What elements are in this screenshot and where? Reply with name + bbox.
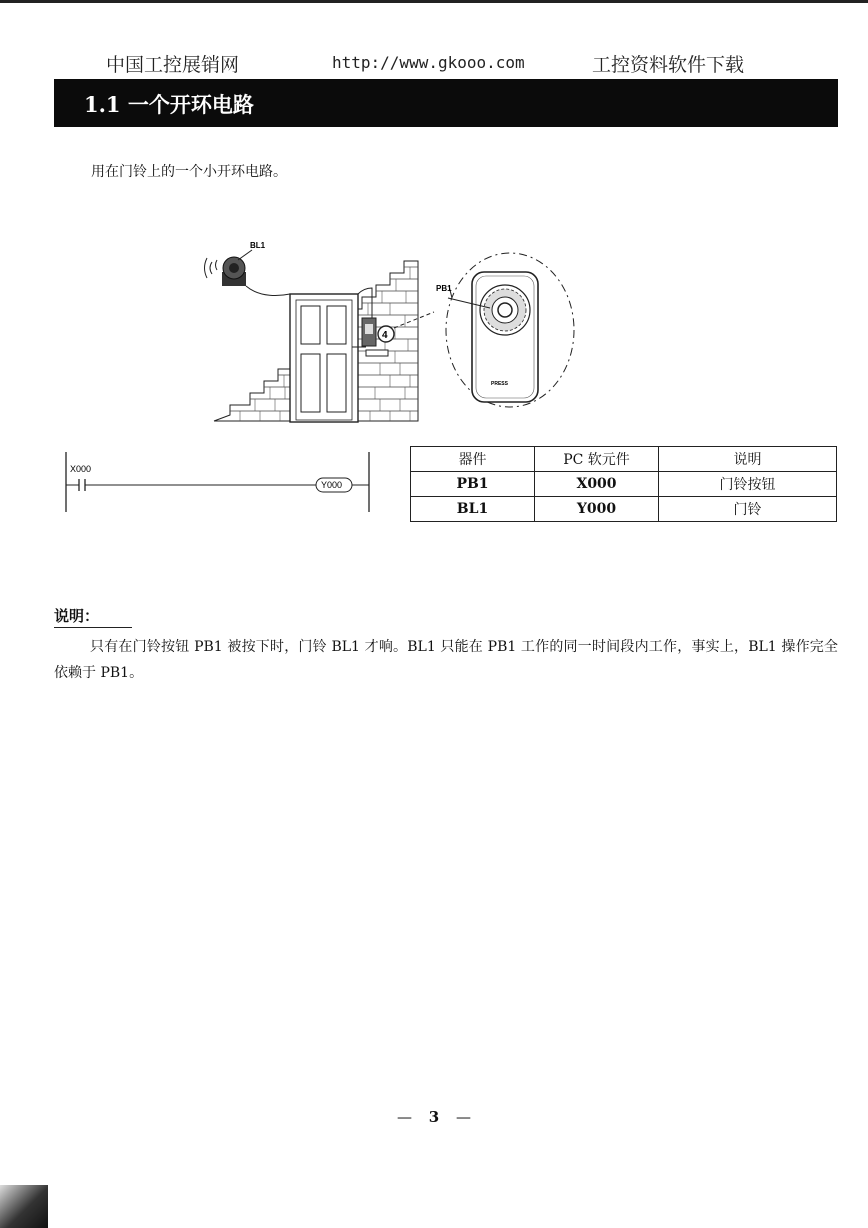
table-cell: 门铃 [659, 497, 837, 522]
section-title-bar [54, 79, 838, 127]
page-dash-right: — [456, 1108, 471, 1126]
top-rule [0, 0, 868, 3]
table-row [411, 472, 837, 497]
press-label: PRESS [491, 381, 508, 387]
io-assignment-table [410, 446, 837, 522]
table-header-row [411, 447, 837, 472]
page-footer [0, 1108, 868, 1126]
coil-symbol [316, 478, 352, 492]
page-dash-left: — [397, 1108, 412, 1126]
section-title: 1.1 一个开环电路 [84, 92, 254, 117]
table-header: 器件 [411, 447, 535, 472]
doorbell-illustration [190, 228, 590, 428]
svg-text:4: 4 [382, 330, 388, 341]
scan-artifact [0, 1185, 48, 1228]
push-button-detail [472, 272, 538, 402]
page-number: 3 [428, 1108, 440, 1126]
header-url: http://www.gkooo.com [332, 53, 525, 72]
running-header [0, 50, 868, 76]
contact-label: X000 [70, 464, 92, 474]
table-header: PC 软元件 [535, 447, 659, 472]
coil-label: Y000 [321, 480, 343, 490]
table-cell: PB1 [411, 472, 535, 497]
table-cell: BL1 [411, 497, 535, 522]
button-label: PB1 [436, 284, 452, 293]
table-cell: X000 [535, 472, 659, 497]
table-cell: 门铃按钮 [659, 472, 837, 497]
bell-label: BL1 [250, 241, 266, 250]
table-row [411, 497, 837, 522]
note-body: 只有在门铃按钮 PB1 被按下时，门铃 BL1 才响。BL1 只能在 PB1 工作的同一时间段内工作，事实上，BL1 操作完全依赖于 PB1。 [54, 639, 838, 681]
note-title: 说明： [54, 605, 132, 628]
table-header: 说明 [659, 447, 837, 472]
contact-symbol [79, 479, 85, 491]
bell-icon [205, 257, 247, 286]
header-right: 工控资料软件下载 [592, 54, 745, 76]
table-cell: Y000 [535, 497, 659, 522]
door [290, 294, 358, 422]
ladder-diagram [56, 448, 386, 518]
header-left: 中国工控展销网 [106, 54, 240, 76]
intro-text: 用在门铃上的一个小开环电路。 [91, 164, 287, 180]
